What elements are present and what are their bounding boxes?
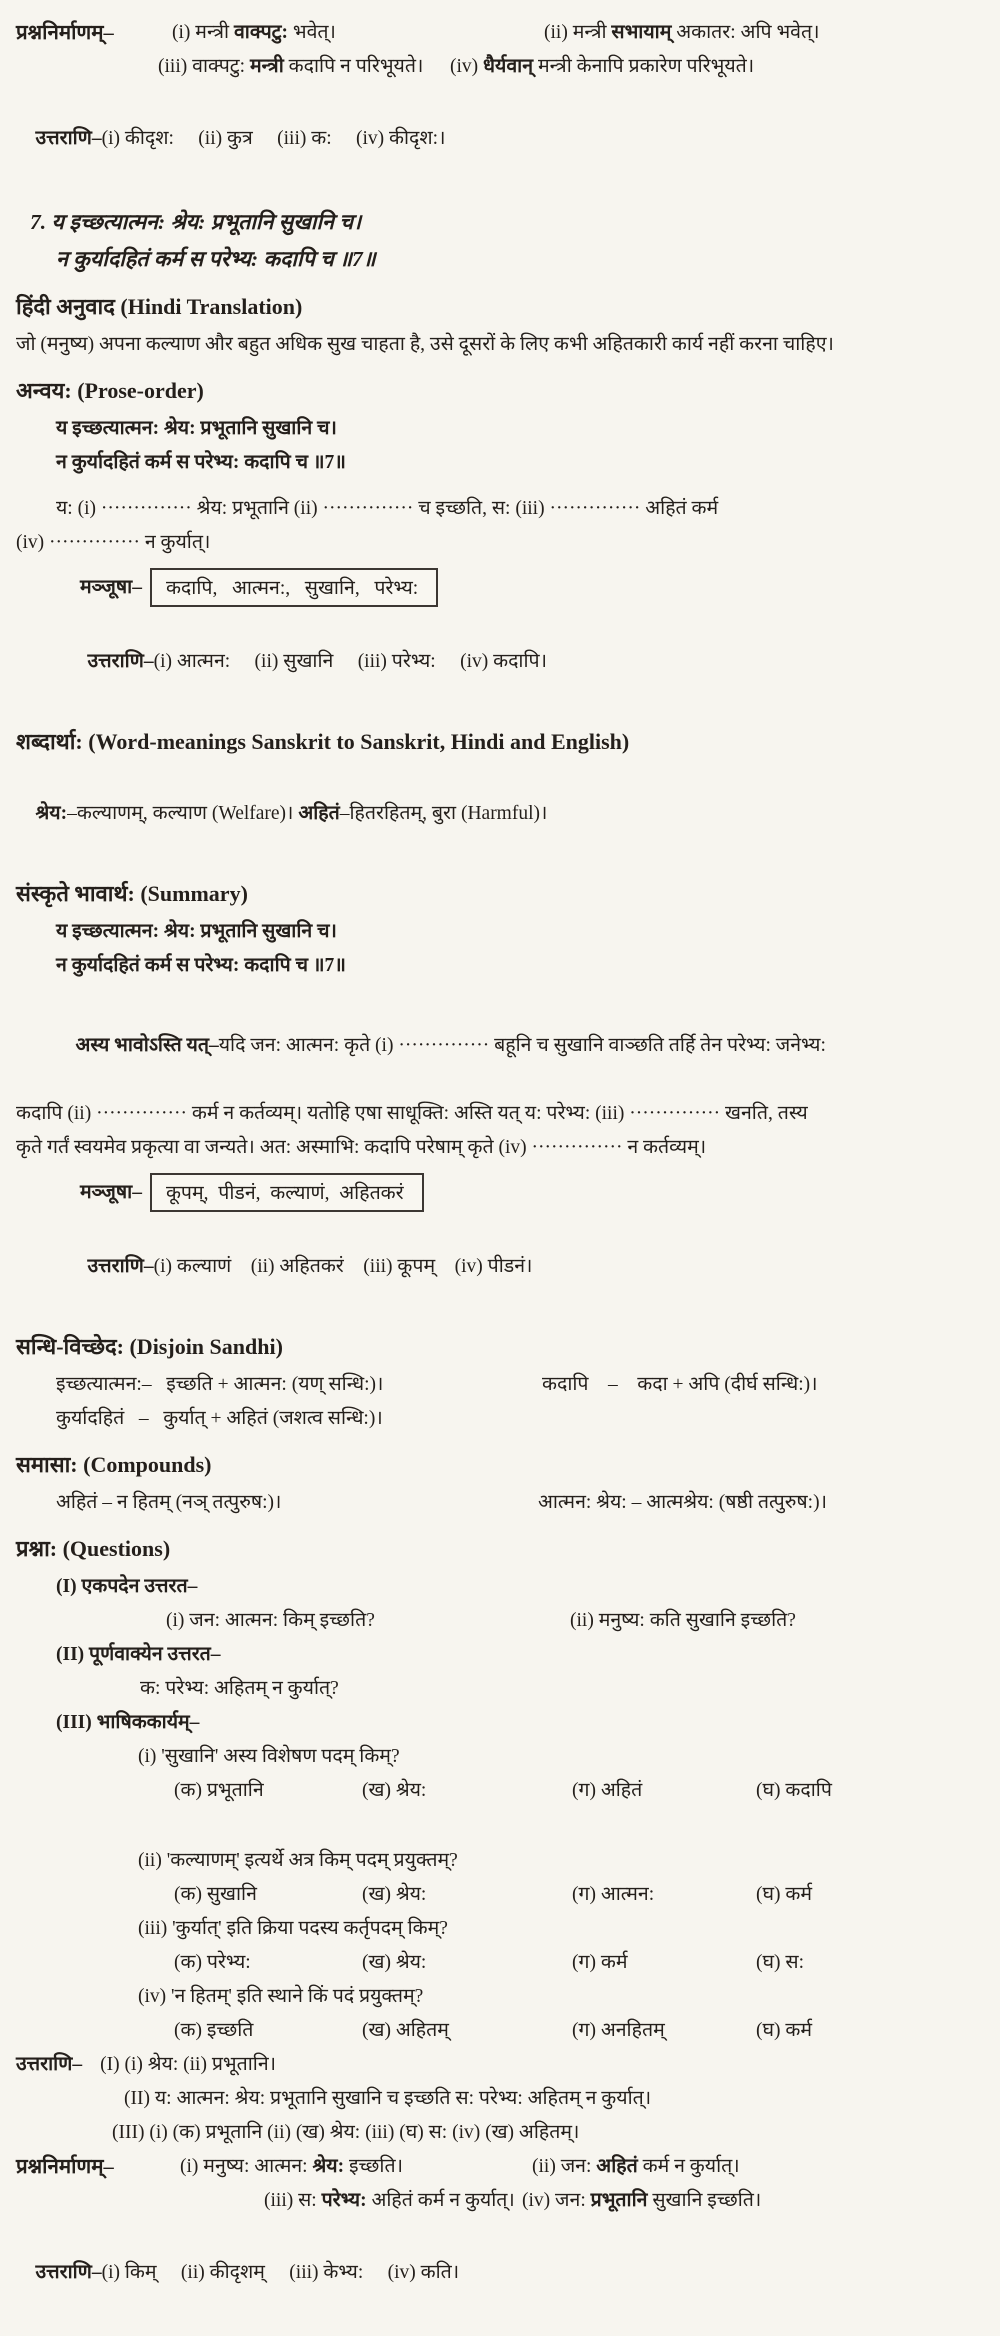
section-heading-questions xyxy=(16,1534,986,1564)
heading-english: (Disjoin Sandhi) xyxy=(129,1334,283,1359)
question-set-2-label: (II) पूर्णवाक्येन उत्तरत– xyxy=(56,1644,221,1665)
mcq-option: (घ) कर्म xyxy=(756,2020,813,2041)
section-heading-hindi-translation xyxy=(16,292,986,322)
mcq-question: (i) 'सुखानि' अस्य विशेषण पदम् किम्? xyxy=(138,1746,400,1767)
heading-devanagari: समासा: xyxy=(16,1452,78,1477)
mcq-option: (क) इच्छति xyxy=(174,2020,254,2041)
mcq-options xyxy=(174,1774,986,1808)
manjusha-word-box: कदापि, आत्मन:, सुखानि, परेभ्य: xyxy=(150,568,438,607)
question-item xyxy=(544,16,986,50)
shloka-line-2 xyxy=(56,241,986,278)
answers-text: (i) कीदृश: (ii) कुत्र (iii) क: (iv) कीदृश:। xyxy=(101,128,446,149)
shloka-7 xyxy=(16,204,986,278)
anvaya-verse-2: न कुर्यादहितं कर्म स परेभ्य: कदापि च ॥7॥ xyxy=(56,452,346,473)
answers-line-top xyxy=(16,88,986,190)
item-text: कदापि न परिभूयते। xyxy=(283,56,424,77)
question-item xyxy=(172,16,544,50)
item-keyword: मन्त्री xyxy=(249,56,284,77)
item-text: (iii) वाक्पटु: xyxy=(158,56,250,77)
heading-english: (Compounds) xyxy=(83,1452,212,1477)
answers-line-anvaya xyxy=(68,611,986,713)
answers-text: (i) आत्मन: (ii) सुखानि (iii) परेभ्य: (iv) कदापि। xyxy=(153,651,547,672)
anvaya-fill-line-2: (iv) ·············· न कुर्यात्। xyxy=(16,532,211,553)
answers-text: (i) कल्याणं (ii) अहितकरं (iii) कूपम् (iv) पीडनं। xyxy=(153,1256,533,1277)
question-text: (ii) मनुष्य: कति सुखानि इच्छति? xyxy=(570,1610,796,1631)
item-text: कर्म न कुर्यात्। xyxy=(637,2156,740,2177)
heading-english: (Hindi Translation) xyxy=(120,294,303,319)
answers-line-summary xyxy=(68,1216,986,1318)
sandhi-row-1 xyxy=(56,1368,986,1402)
question-formation-top-row2 xyxy=(158,50,986,84)
word-meaning: –कल्याणम्, कल्याण (Welfare)। xyxy=(67,803,299,824)
question-item xyxy=(264,2184,522,2218)
questions-answers-line-2: (II) य: आत्मन: श्रेय: प्रभूतानि सुखानि च इच्छति स: परेभ्य: अहितम् न कुर्यात्। xyxy=(124,2088,652,2109)
item-keyword: सभायाम् xyxy=(611,22,672,43)
heading-devanagari: हिंदी अनुवाद xyxy=(16,294,115,319)
mcq-option: (ग) कर्म xyxy=(572,1952,628,1973)
question-text: (i) जन: आत्मन: किम् इच्छति? xyxy=(166,1610,375,1631)
manjusha-label: मञ्जूषा– xyxy=(80,576,142,598)
item-text: मन्त्री केनापि प्रकारेण परिभूयते। xyxy=(533,56,755,77)
answers-text: (i) किम् (ii) कीदृशम् (iii) केभ्य: (iv) कति। xyxy=(101,2262,460,2283)
hindi-translation-text: जो (मनुष्य) अपना कल्याण और बहुत अधिक सुख चाहता है, उसे दूसरों के लिए कभी अहितकारी कार्य नहीं करना चाहिए। xyxy=(16,334,834,355)
question-item xyxy=(180,2150,532,2184)
item-keyword: धैर्यवान् xyxy=(483,56,534,77)
section-heading-shabdartha xyxy=(16,727,986,757)
mcq-question: (iii) 'कुर्यात्' इति क्रिया पदस्य कर्तृपदम् किम्? xyxy=(138,1918,448,1939)
questions-answers-line-1 xyxy=(16,2048,986,2082)
item-text: भवेत्। xyxy=(287,22,336,43)
answers-line-bottom xyxy=(16,2222,986,2324)
item-text: (i) मनुष्य: आत्मन: xyxy=(180,2156,313,2177)
section-heading-sandhi xyxy=(16,1332,986,1362)
section-heading-anvaya xyxy=(16,376,986,406)
samasa-entry: आत्मन: श्रेय: – आत्मश्रेय: (षष्ठी तत्पुरुष:)। xyxy=(538,1492,827,1513)
item-text: (ii) मन्त्री xyxy=(544,22,612,43)
question-formation-top-row1 xyxy=(16,16,986,50)
answers-label: उत्तराणि– xyxy=(87,651,154,672)
samasa-entry: अहितं – न हितम् (नञ् तत्पुरुष:)। xyxy=(56,1492,282,1513)
summary-para-line-2: कदापि (ii) ·············· कर्म न कर्तव्यम्। यतोहि एषा साधूक्ति: अस्ति यत् य: परेभ्य: (iii) ·············· खनति, तस्य xyxy=(16,1103,808,1124)
question-formation-bottom-row1 xyxy=(16,2150,986,2184)
question-item xyxy=(158,50,450,84)
mcq-option: (क) प्रभूतानि xyxy=(174,1780,264,1801)
word-meanings-line xyxy=(16,763,986,865)
heading-devanagari: शब्दार्था: xyxy=(16,729,83,754)
mcq-option: (ख) श्रेय: xyxy=(362,1952,427,1973)
answers-text: (I) (i) श्रेय: (ii) प्रभूतानि। xyxy=(100,2054,277,2075)
mcq-option: (घ) स: xyxy=(756,1952,804,1973)
word-meaning: –हितरहितम्, बुरा (Harmful)। xyxy=(339,803,548,824)
question-item xyxy=(450,50,986,84)
mcq-question: (ii) 'कल्याणम्' इत्यर्थे अत्र किम् पदम् प्रयुक्तम्? xyxy=(138,1850,458,1871)
item-text: (ii) जन: xyxy=(532,2156,597,2177)
shloka-text: य इच्छत्यात्मन: श्रेय: प्रभूतानि सुखानि च। xyxy=(51,210,362,234)
manjusha-row-summary xyxy=(80,1173,986,1212)
item-text: (iii) स: xyxy=(264,2190,322,2211)
shloka-text: न कुर्यादहितं कर्म स परेभ्य: कदापि च ॥7॥ xyxy=(56,247,376,271)
question-formation-label: प्रश्ननिर्माणम्– xyxy=(16,2156,114,2178)
mcq-option: (क) परेभ्य: xyxy=(174,1952,251,1973)
heading-devanagari: अन्वय: xyxy=(16,378,72,403)
summary-verse-2: न कुर्यादहितं कर्म स परेभ्य: कदापि च ॥7॥ xyxy=(56,955,346,976)
manjusha-row-anvaya xyxy=(80,568,986,607)
mcq-option: (ख) श्रेय: xyxy=(362,1884,427,1905)
item-text: (iv) जन: xyxy=(522,2190,591,2211)
answers-label: उत्तराणि– xyxy=(35,128,102,149)
mcq-option: (घ) कदापि xyxy=(756,1780,832,1801)
item-text: अहितं कर्म न कुर्यात्। xyxy=(366,2190,515,2211)
item-keyword: प्रभूतानि xyxy=(590,2190,648,2211)
sandhi-entry: कदापि – कदा + अपि (दीर्घ सन्धि:)। xyxy=(542,1374,818,1395)
shloka-line-1 xyxy=(30,204,986,241)
answers-label: उत्तराणि– xyxy=(35,2262,102,2283)
anvaya-fill-line-1: य: (i) ·············· श्रेय: प्रभूतानि (ii) ·············· च इच्छति, स: (iii) ·············· अहितं कर्म xyxy=(56,498,719,519)
sandhi-row-2: कुर्यादहितं – कुर्यात् + अहितं (जशत्व सन्धि:)। xyxy=(56,1408,383,1429)
item-text: (i) मन्त्री xyxy=(172,22,234,43)
heading-english: (Summary) xyxy=(140,881,248,906)
spacer xyxy=(82,2048,100,2082)
mcq-option: (ख) अहितम् xyxy=(362,2020,449,2041)
item-text: अकातर: अपि भवेत्। xyxy=(671,22,820,43)
summary-para-line-1 xyxy=(56,995,986,1097)
item-text: इच्छति। xyxy=(344,2156,403,2177)
section-heading-samasa xyxy=(16,1450,986,1480)
question-set-3-label: (III) भाषिककार्यम्– xyxy=(56,1712,200,1733)
mcq-option: (ख) श्रेय: xyxy=(362,1780,427,1801)
question-item xyxy=(532,2150,986,2184)
answers-label: उत्तराणि– xyxy=(87,1256,154,1277)
item-keyword: परेभ्य: xyxy=(321,2190,367,2211)
heading-english: (Questions) xyxy=(62,1536,171,1561)
word-term: अहितं xyxy=(298,803,340,824)
summary-verse-1: य इच्छत्यात्मन: श्रेय: प्रभूतानि सुखानि च। xyxy=(56,921,337,942)
heading-devanagari: संस्कृते भावार्थ: xyxy=(16,881,135,906)
question-formation-bottom-row2 xyxy=(264,2184,986,2218)
summary-text: यदि जन: आत्मन: कृते (i) ·············· बहूनि च सुखानि वाञ्छति तर्हि तेन परेभ्य: जनेभ्य: xyxy=(218,1035,826,1056)
question-formation-label: प्रश्ननिर्माणम्– xyxy=(16,22,114,44)
item-text: (iv) xyxy=(450,56,484,77)
mcq-option: (ग) आत्मन: xyxy=(572,1884,655,1905)
item-keyword: अहितं xyxy=(596,2156,638,2177)
question-set-1-label: (I) एकपदेन उत्तरत– xyxy=(56,1576,198,1597)
summary-lead: अस्य भावोऽस्ति यत्– xyxy=(75,1035,219,1056)
samasa-row xyxy=(56,1486,986,1520)
mcq-option: (क) सुखानि xyxy=(174,1884,257,1905)
question-set-1-items xyxy=(166,1604,986,1638)
section-heading-summary xyxy=(16,879,986,909)
mcq-option: (घ) कर्म xyxy=(756,1884,813,1905)
shloka-number: 7. xyxy=(30,210,47,234)
heading-devanagari: प्रश्ना: xyxy=(16,1536,58,1561)
word-term: श्रेय: xyxy=(35,803,68,824)
mcq-options xyxy=(174,2014,986,2048)
anvaya-verse-1: य इच्छत्यात्मन: श्रेय: प्रभूतानि सुखानि च। xyxy=(56,418,337,439)
item-keyword: वाक्पटु: xyxy=(233,22,288,43)
summary-para-line-3: कृते गर्तं स्वयमेव प्रकृत्या वा जन्यते। अत: अस्माभि: कदापि परेषाम् कृते (iv) ·············· न कर्तव्यम्। xyxy=(16,1137,707,1158)
mcq-option: (ग) अनहितम् xyxy=(572,2020,665,2041)
question-set-2-text: क: परेभ्य: अहितम् न कुर्यात्? xyxy=(140,1678,339,1699)
item-keyword: श्रेय: xyxy=(312,2156,345,2177)
item-text: सुखानि इच्छति। xyxy=(647,2190,762,2211)
manjusha-label: मञ्जूषा– xyxy=(80,1181,142,1203)
heading-english: (Word-meanings Sanskrit to Sanskrit, Hindi and English) xyxy=(88,729,630,754)
mcq-option: (ग) अहितं xyxy=(572,1780,643,1801)
mcq-question: (iv) 'न हितम्' इति स्थाने किं पदं प्रयुक्तम्? xyxy=(138,1986,424,2007)
questions-answers-line-3: (III) (i) (क) प्रभूतानि (ii) (ख) श्रेय: (iii) (घ) स: (iv) (ख) अहितम्। xyxy=(112,2122,580,2143)
mcq-options xyxy=(174,1878,986,1912)
mcq-options xyxy=(174,1946,986,1980)
manjusha-word-box: कूपम्, पीडनं, कल्याणं, अहितकरं xyxy=(150,1173,424,1212)
heading-devanagari: सन्धि-विच्छेद: xyxy=(16,1334,124,1359)
answers-label: उत्तराणि– xyxy=(16,2054,83,2075)
heading-english: (Prose-order) xyxy=(77,378,204,403)
question-item xyxy=(522,2184,986,2218)
sandhi-entry: इच्छत्यात्मन:– इच्छति + आत्मन: (यण् सन्धि:)। xyxy=(56,1374,384,1395)
